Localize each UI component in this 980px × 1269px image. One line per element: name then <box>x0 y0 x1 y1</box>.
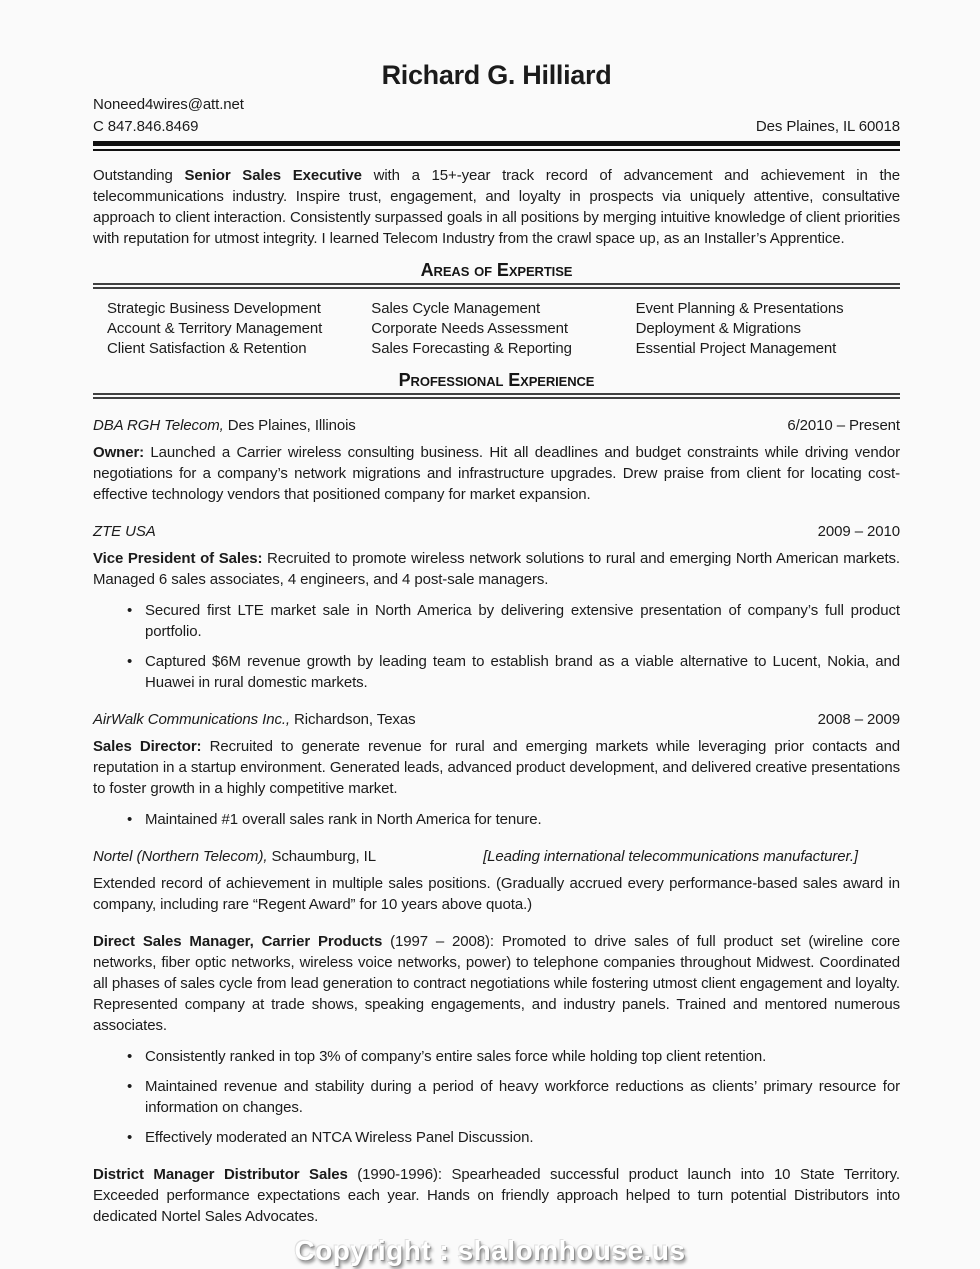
job-entry-zte-usa <box>93 521 900 693</box>
job-location: Richardson, Texas <box>289 711 416 728</box>
bullet-text: Effectively moderated an NTCA Wireless Panel Discussion. <box>145 1129 534 1146</box>
expertise-item: Sales Cycle Management <box>371 300 541 317</box>
job-dates: 6/2010 – Present <box>787 417 900 434</box>
copyright-watermark: Copyright : shalomhouse.us <box>294 1235 686 1266</box>
job-role: Vice President of Sales: <box>93 550 263 567</box>
bullet-text: Consistently ranked in top 3% of company’s entire sales force while holding top client retention. <box>145 1048 767 1065</box>
job-company: DBA RGH Telecom, <box>93 417 224 434</box>
bullet-text: Secured first LTE market sale in North America by delivering extensive presentation of company’s full product portfolio. <box>145 602 900 640</box>
bullet-text: Maintained revenue and stability during a period of heavy workforce reductions as clients’ primary resource for information on changes. <box>145 1078 900 1116</box>
summary-rest: with a 15+-year track record of advancement and achievement in the telecommunications industry. Inspire trust, engagement, and loyalty in prospects via uniquely attentive, consultative approach to client interaction. Consistently surpassed goals in all positions by merging intuitive knowledge of client priorities with reputation for utmost integrity. I learned Telecom Industry from the crawl space up, as an Installer’s Apprentice. <box>93 167 900 247</box>
expertise-column-3 <box>636 299 900 359</box>
job-description <box>93 736 900 799</box>
job-bullet-list <box>93 600 900 693</box>
experience-divider <box>93 393 900 399</box>
job-role: Sales Director: <box>93 738 202 755</box>
job-entry-nortel <box>93 846 900 1227</box>
bullet-item <box>93 600 900 642</box>
contact-phone: C 847.846.8469 <box>93 118 199 135</box>
job-company-line <box>93 709 415 730</box>
job-dates: 2008 – 2009 <box>817 711 900 728</box>
bullet-item <box>93 809 900 830</box>
job-company: ZTE USA <box>93 523 156 540</box>
expertise-column-2 <box>371 299 635 359</box>
job-description <box>93 548 900 590</box>
job-header <box>93 415 900 436</box>
bullet-item <box>93 651 900 693</box>
expertise-item: Strategic Business Development <box>107 300 321 317</box>
job-header <box>93 709 900 730</box>
candidate-name: Richard G. Hilliard <box>381 60 612 90</box>
job-dates: 2009 – 2010 <box>817 523 900 540</box>
role-desc-text: Spearheaded successful product launch into 10 State Territory. Exceeded performance expectations each year. Hands on friendly approach helped to turn potential Distributors into dedicated Nortel Sales Advocates. <box>93 1166 900 1225</box>
bullet-text: Captured $6M revenue growth by leading team to establish brand as a viable alternative to Lucent, Nokia, and Huawei in rural domestic markets. <box>145 653 900 691</box>
bullet-item <box>93 1127 900 1148</box>
nortel-role-direct-sales-manager <box>93 931 900 1148</box>
role-bullet-list <box>93 1046 900 1148</box>
expertise-item: Corporate Needs Assessment <box>371 320 568 337</box>
expertise-item: Deployment & Migrations <box>635 320 801 337</box>
job-company: Nortel (Northern Telecom), <box>93 848 268 865</box>
job-desc-text: Recruited to promote wireless network solutions to rural and emerging North American markets. Managed 6 sales associates, 4 engineers, and 4 post-sale managers. <box>93 550 900 588</box>
role-desc-text: Promoted to drive sales of full product set (wireline core networks, fiber optic networks, wireless voice networks, power) to telephone companies throughout Midwest. Coordinated all phases of sales cycle from lead generation to contract negotiations while fostering utmost client engagement and loyalty. Represented company at trade shows, speaking engagements, and industry panels. Trained and mentored numerous associates. <box>93 933 900 1034</box>
job-company-line <box>93 846 376 867</box>
job-desc-text: Recruited to generate revenue for rural and emerging markets while leveraging prior contacts and reputation in a startup environment. Generated leads, advanced product development, and delivered creative presentations to foster growth in a highly competitive market. <box>93 738 901 797</box>
job-company-line <box>93 415 356 436</box>
job-company: AirWalk Communications Inc., <box>93 711 290 728</box>
section-title-experience: Professional Experience <box>398 370 595 390</box>
summary-highlight: Senior Sales Executive <box>184 167 362 184</box>
contact-email: Noneed4wires@att.net <box>93 96 244 113</box>
expertise-item: Event Planning & Presentations <box>635 300 844 317</box>
job-entry-airwalk <box>93 709 900 830</box>
expertise-column-1 <box>107 299 371 359</box>
expertise-item: Essential Project Management <box>635 340 837 357</box>
job-company-note: [Leading international telecommunications manufacturer.] <box>483 848 858 865</box>
summary-paragraph <box>93 165 900 249</box>
contact-location: Des Plaines, IL 60018 <box>755 118 900 135</box>
job-intro: Extended record of achievement in multiple sales positions. (Gradually accrued every performance-based sales award in company, including rare “Regent Award” for 10 years above quota.) <box>93 875 900 913</box>
section-title-expertise: Areas of Expertise <box>420 260 573 280</box>
nortel-role-district-manager <box>93 1164 900 1227</box>
expertise-item: Account & Territory Management <box>107 320 323 337</box>
role-title: District Manager Distributor Sales <box>93 1166 348 1183</box>
job-description <box>93 442 900 505</box>
job-entry-rgh-telecom <box>93 415 900 505</box>
role-title: Direct Sales Manager, Carrier Products <box>93 933 383 950</box>
summary-lead: Outstanding <box>93 167 185 184</box>
role-dates: (1997 – 2008): <box>382 933 494 950</box>
job-company-line <box>93 521 156 542</box>
job-location: Des Plaines, Illinois <box>223 417 356 434</box>
role-description <box>93 931 900 1036</box>
expertise-item: Sales Forecasting & Reporting <box>371 340 572 357</box>
job-desc-text: Launched a Carrier wireless consulting business. Hit all deadlines and budget constraints while driving vendor negotiations for a company’s network migrations and infrastructure upgrades. Drew praise from client for locating cost-effective technology vendors that positioned company for market expansion. <box>93 444 900 503</box>
bullet-item <box>93 1076 900 1118</box>
header-divider <box>93 141 900 151</box>
job-role: Owner: <box>93 444 145 461</box>
job-header <box>93 521 900 542</box>
role-dates: (1990-1996): <box>347 1166 442 1183</box>
bullet-text: Maintained #1 overall sales rank in North America for tenure. <box>145 811 542 828</box>
expertise-grid <box>93 299 900 359</box>
expertise-divider <box>93 283 900 289</box>
contact-row <box>93 116 900 138</box>
job-location: Schaumburg, IL <box>267 848 376 865</box>
role-description <box>93 1164 900 1227</box>
job-header <box>93 846 900 867</box>
bullet-item <box>93 1046 900 1067</box>
expertise-item: Client Satisfaction & Retention <box>107 340 307 357</box>
job-bullet-list <box>93 809 900 830</box>
